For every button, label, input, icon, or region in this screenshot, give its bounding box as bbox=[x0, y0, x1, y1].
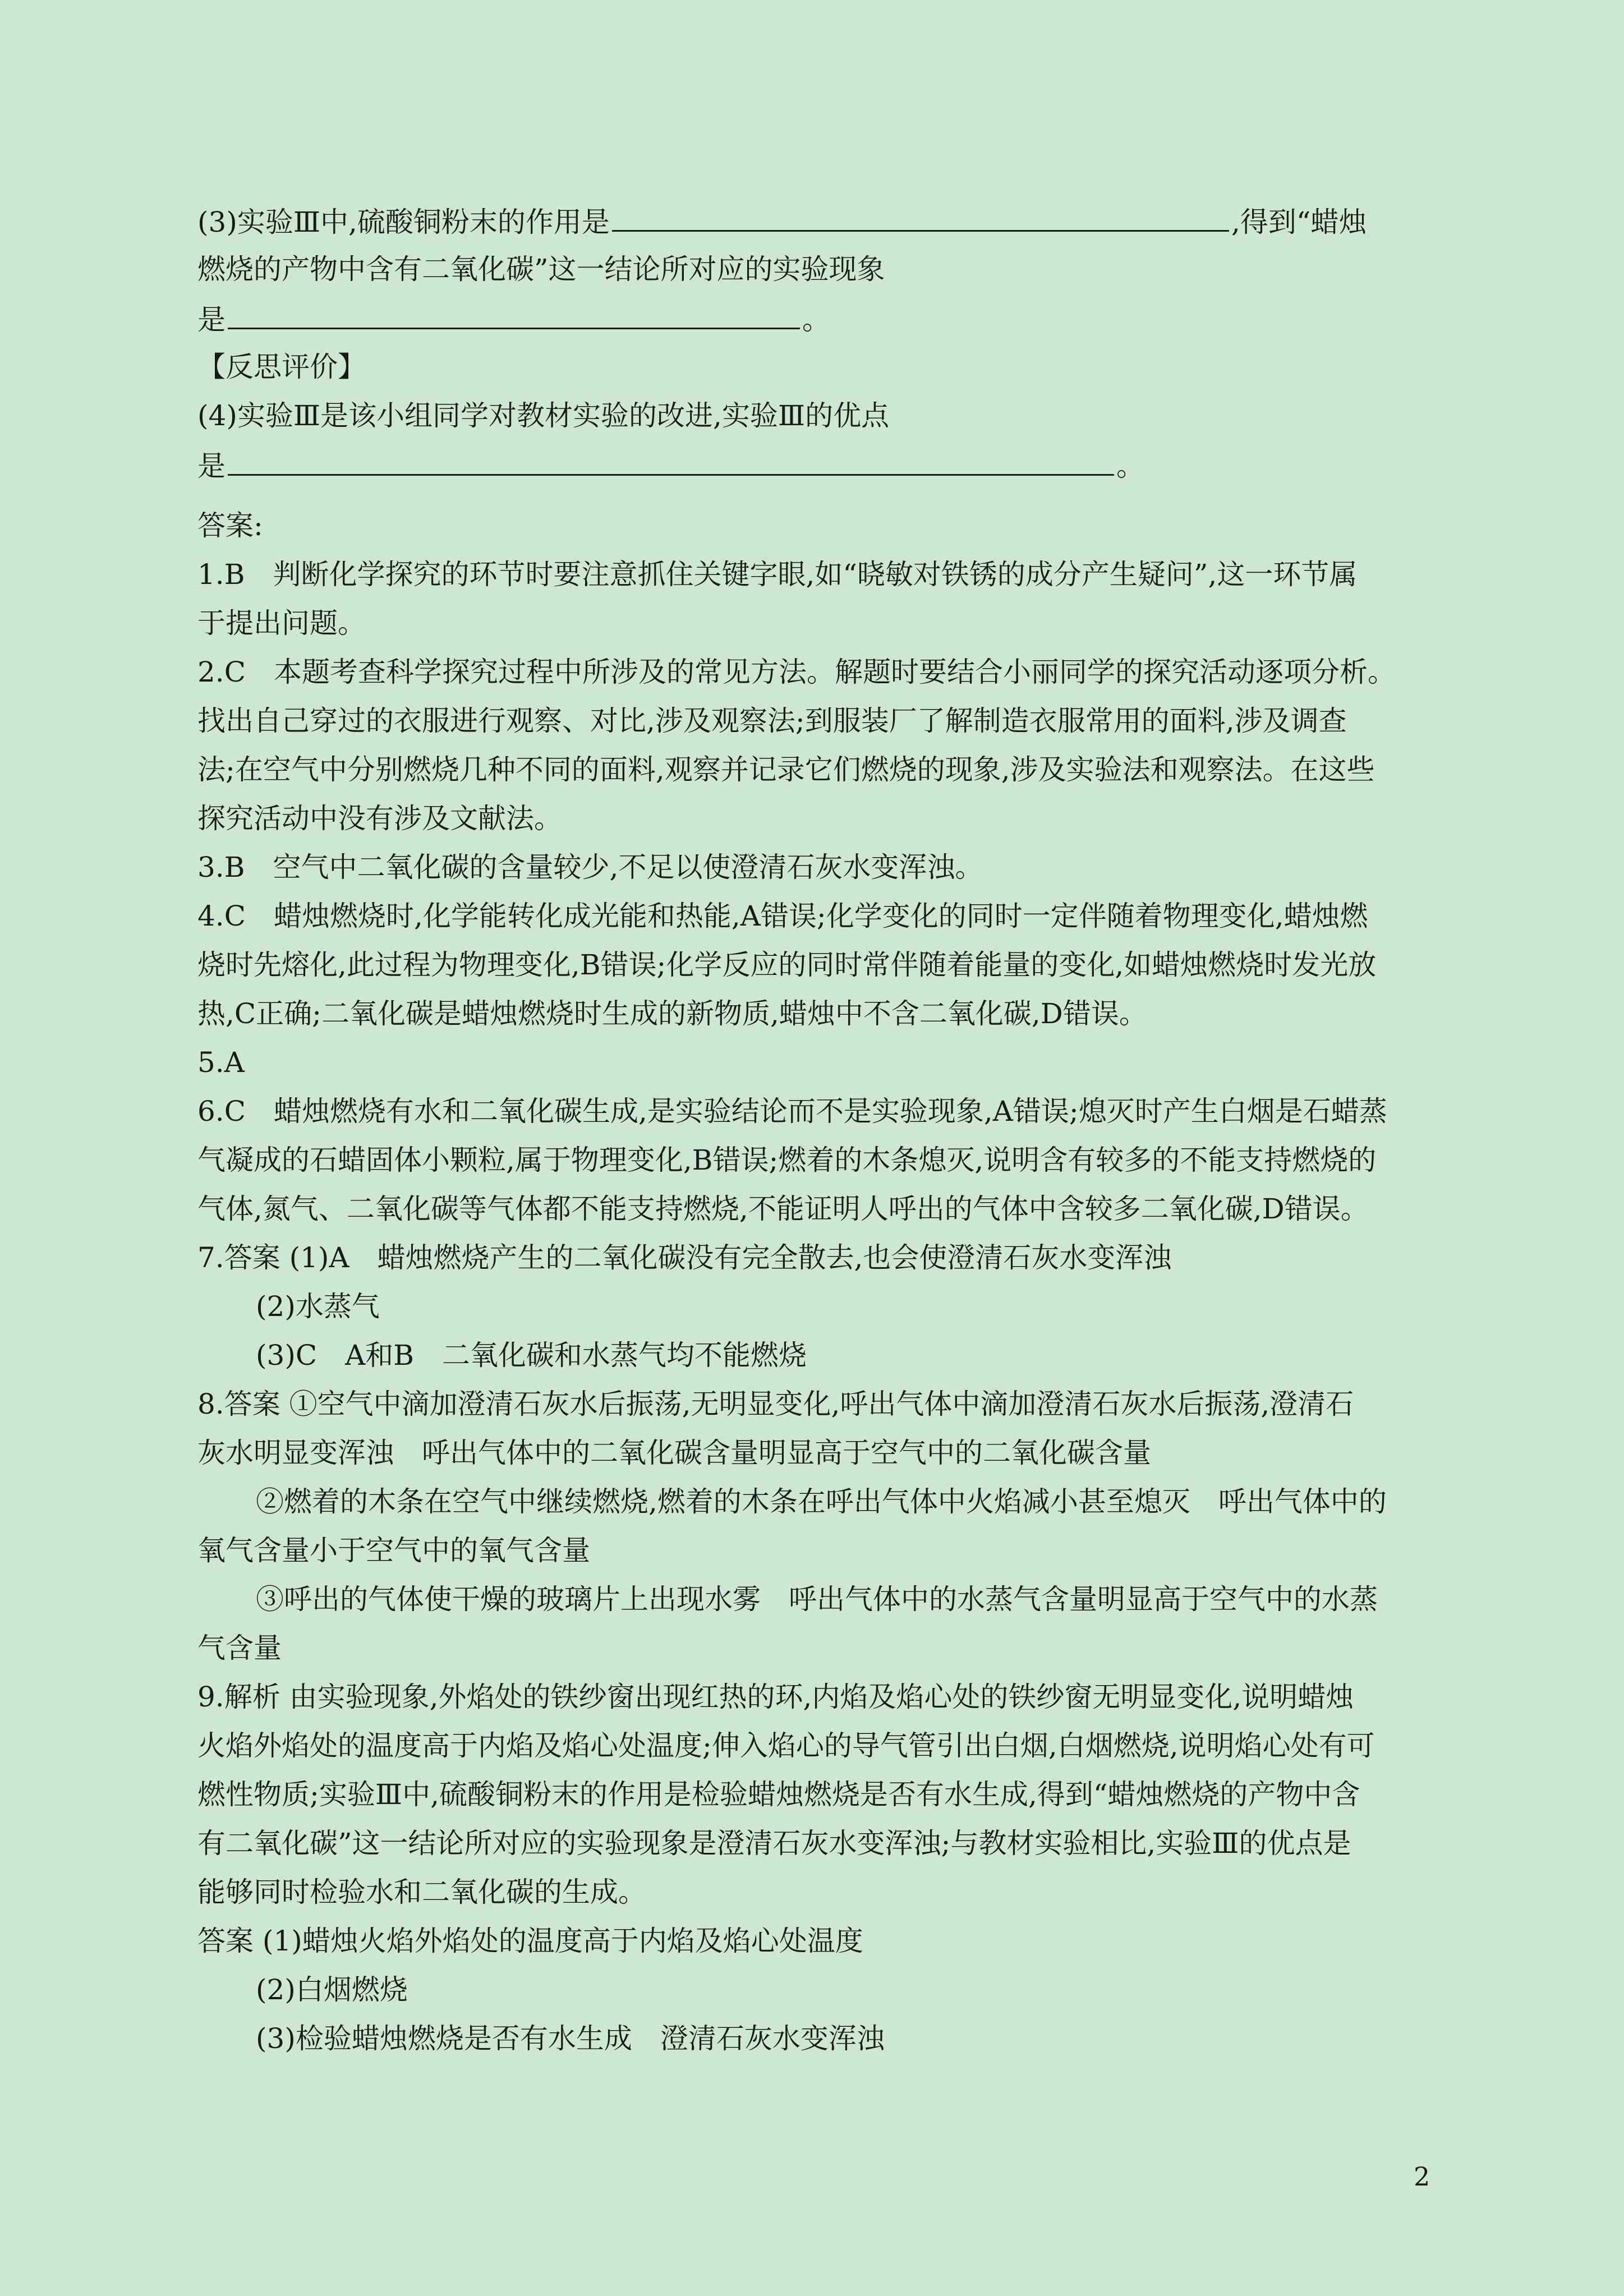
answer-9-part-3: (3)检验蜡烛燃烧是否有水生成 澄清石灰水变浑浊 bbox=[256, 2022, 885, 2055]
answer-line: 热,C正确;二氧化碳是蜡烛燃烧时生成的新物质,蜡烛中不含二氧化碳,D错误。 bbox=[197, 997, 1147, 1030]
answer-line: 找出自己穿过的衣服进行观察、对比,涉及观察法;到服装厂了解制造衣服常用的面料,涉及调查 bbox=[197, 705, 1347, 737]
answer-8-part-2-cont: 氧气含量小于空气中的氧气含量 bbox=[197, 1534, 590, 1567]
question-4-line-1: (4)实验Ⅲ是该小组同学对教材实验的改进,实验Ⅲ的优点 bbox=[197, 399, 890, 432]
answer-line: 7.答案 (1)A 蜡烛燃烧产生的二氧化碳没有完全散去,也会使澄清石灰水变浑浊 bbox=[197, 1241, 1172, 1274]
question-4-text: 是 bbox=[197, 450, 226, 482]
question-3-line-1 bbox=[197, 196, 1420, 245]
answer-line: 探究活动中没有涉及文献法。 bbox=[197, 802, 562, 835]
answer-line: 气凝成的石蜡固体小颗粒,属于物理变化,B错误;燃着的木条熄灭,说明含有较多的不能支持燃烧的 bbox=[197, 1144, 1377, 1176]
answer-line: 法;在空气中分别燃烧几种不同的面料,观察并记录它们燃烧的现象,涉及实验法和观察法。在这些 bbox=[197, 753, 1375, 786]
question-3-line-3 bbox=[197, 294, 1420, 343]
question-4-text: 。 bbox=[1116, 450, 1144, 482]
answer-line: 2.C 本题考查科学探究过程中所涉及的常见方法。解题时要结合小丽同学的探究活动逐项分析。 bbox=[197, 656, 1396, 688]
answer-line: 1.B 判断化学探究的环节时要注意抓住关键字眼,如“晓敏对铁锈的成分产生疑问”,这一环节属 bbox=[197, 558, 1358, 591]
answer-9-line: 能够同时检验水和二氧化碳的生成。 bbox=[197, 1876, 646, 1908]
answer-8-line: 灰水明显变浑浊 呼出气体中的二氧化碳含量明显高于空气中的二氧化碳含量 bbox=[197, 1437, 1151, 1469]
answer-9-line: 火焰外焰处的温度高于内焰及焰心处温度;伸入焰心的导气管引出白烟,白烟燃烧,说明焰心处有可 bbox=[197, 1729, 1375, 1762]
answer-line: 4.C 蜡烛燃烧时,化学能转化成光能和热能,A错误;化学变化的同时一定伴随着物理变化,蜡烛燃 bbox=[197, 900, 1368, 932]
section-heading-reflect: 【反思评价】 bbox=[197, 351, 366, 383]
question-3-line-2: 燃烧的产物中含有二氧化碳”这一结论所对应的实验现象 bbox=[197, 253, 885, 286]
answer-7-part-2: (2)水蒸气 bbox=[256, 1290, 380, 1323]
answer-9-line: 答案 (1)蜡烛火焰外焰处的温度高于内焰及焰心处温度 bbox=[197, 1925, 863, 1957]
answer-7-part-3: (3)C A和B 二氧化碳和水蒸气均不能燃烧 bbox=[256, 1339, 807, 1372]
answer-8-part-3-cont: 气含量 bbox=[197, 1632, 282, 1664]
question-3-text: 是 bbox=[197, 303, 226, 336]
answer-blank[interactable] bbox=[228, 440, 1114, 476]
answer-line: 于提出问题。 bbox=[197, 607, 366, 639]
answer-8-line: 8.答案 ①空气中滴加澄清石灰水后振荡,无明显变化,呼出气体中滴加澄清石灰水后振荡,澄清石 bbox=[197, 1388, 1354, 1420]
answers-heading: 答案: bbox=[197, 509, 263, 542]
question-3-text: ,得到“蜡烛 bbox=[1231, 206, 1367, 238]
answer-blank[interactable] bbox=[612, 196, 1229, 232]
answer-9-part-2: (2)白烟燃烧 bbox=[256, 1973, 408, 2006]
page-content bbox=[197, 196, 1420, 2063]
answer-8-part-2: ②燃着的木条在空气中继续燃烧,燃着的木条在呼出气体中火焰减小甚至熄灭 呼出气体中的 bbox=[256, 1485, 1387, 1518]
answer-line: 5.A bbox=[197, 1046, 245, 1079]
question-3-text: (3)实验Ⅲ中,硫酸铜粉末的作用是 bbox=[197, 206, 610, 238]
answer-line: 烧时先熔化,此过程为物理变化,B错误;化学反应的同时常伴随着能量的变化,如蜡烛燃烧时发光放 bbox=[197, 949, 1377, 981]
question-3-text: 。 bbox=[802, 303, 830, 336]
answer-blank[interactable] bbox=[228, 294, 800, 329]
answer-8-part-3: ③呼出的气体使干燥的玻璃片上出现水雾 呼出气体中的水蒸气含量明显高于空气中的水蒸 bbox=[256, 1583, 1378, 1616]
answer-line: 6.C 蜡烛燃烧有水和二氧化碳生成,是实验结论而不是实验现象,A错误;熄灭时产生白烟是石蜡蒸 bbox=[197, 1095, 1387, 1128]
answer-9-line: 燃性物质;实验Ⅲ中,硫酸铜粉末的作用是检验蜡烛燃烧是否有水生成,得到“蜡烛燃烧的产物中含 bbox=[197, 1778, 1360, 1811]
answer-9-line: 9.解析 由实验现象,外焰处的铁纱窗出现红热的环,内焰及焰心处的铁纱窗无明显变化,说明蜡烛 bbox=[197, 1681, 1354, 1713]
answer-line: 3.B 空气中二氧化碳的含量较少,不足以使澄清石灰水变浑浊。 bbox=[197, 851, 983, 884]
answer-line: 气体,氮气、二氧化碳等气体都不能支持燃烧,不能证明人呼出的气体中含较多二氧化碳,D错误。 bbox=[197, 1193, 1369, 1225]
page-number: 2 bbox=[1414, 2161, 1430, 2192]
question-4-line-2 bbox=[197, 440, 1420, 489]
answer-9-line: 有二氧化碳”这一结论所对应的实验现象是澄清石灰水变浑浊;与教材实验相比,实验Ⅲ的优点是 bbox=[197, 1827, 1351, 1860]
